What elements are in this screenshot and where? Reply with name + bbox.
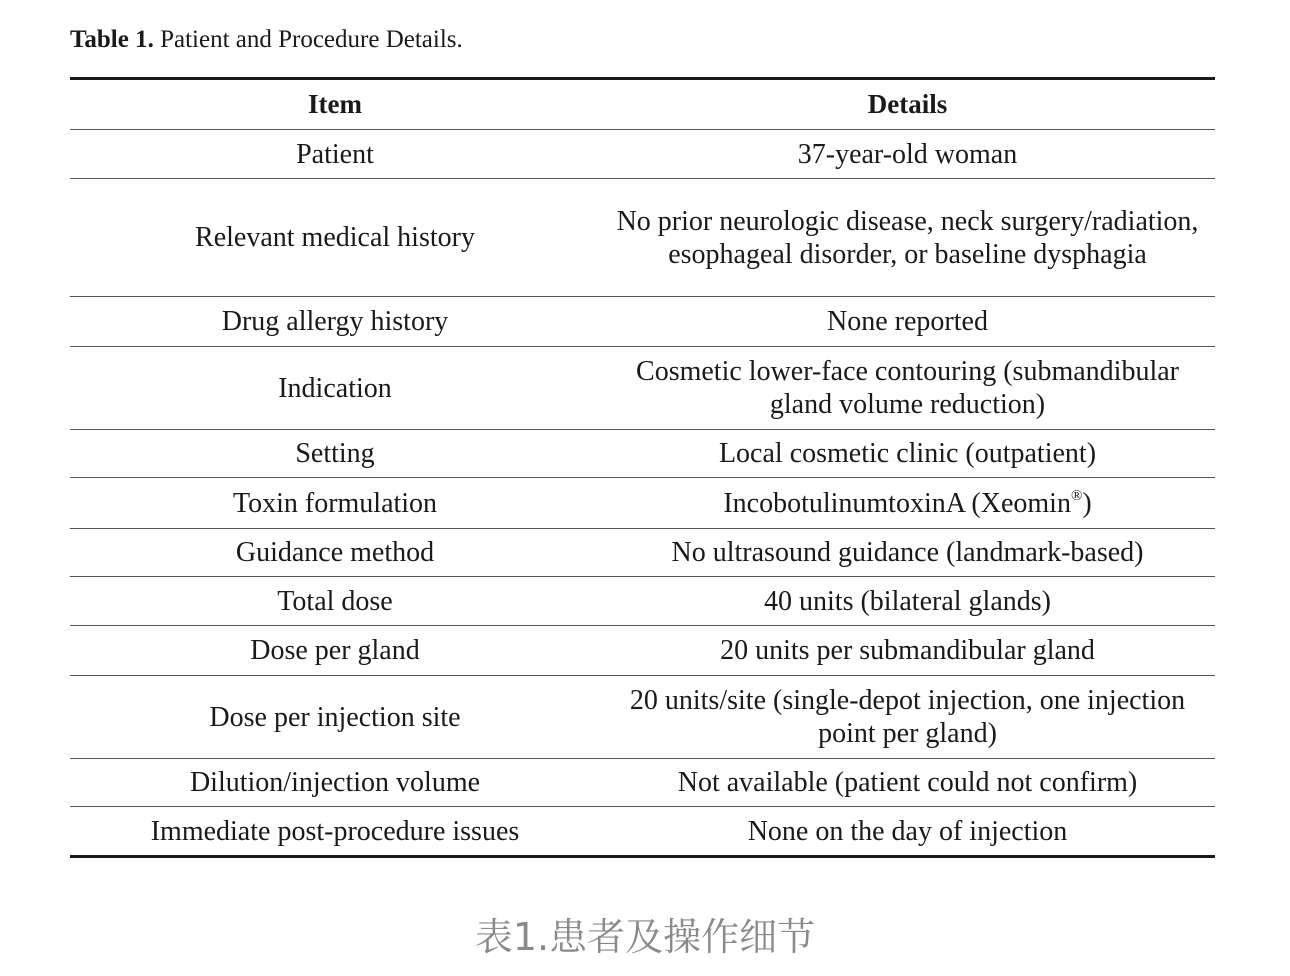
row-details: Not available (patient could not confirm): [677, 767, 1138, 798]
row-item: Total dose: [277, 585, 393, 617]
table-row: [70, 430, 1215, 478]
row-details-tail: ): [1082, 487, 1092, 519]
row-details: [600, 478, 1215, 529]
table-caption-title: Patient and Procedure Details.: [160, 26, 463, 53]
row-item: Guidance method: [235, 537, 435, 568]
table-header-row: [70, 79, 1215, 130]
table-row: [70, 347, 1215, 430]
row-details: 40 units (bilateral glands): [764, 585, 1051, 617]
table-row: [70, 297, 1215, 347]
row-item: Indication: [278, 372, 392, 404]
row-item: Relevant medical history: [195, 222, 475, 253]
table-row: [70, 130, 1215, 179]
row-item: Dilution/injection volume: [189, 767, 481, 798]
row-details: No prior neurologic disease, neck surgery/radiation, esophageal disorder, or baseline dysphagia: [616, 205, 1199, 270]
row-details: 37-year-old woman: [797, 138, 1018, 170]
row-details: 20 units per submandibular gland: [720, 635, 1095, 666]
table-row: [70, 759, 1215, 807]
row-details: No ultrasound guidance (landmark-based): [671, 537, 1144, 568]
table-row: [70, 179, 1215, 297]
table-row: [70, 529, 1215, 577]
row-details: None reported: [827, 306, 988, 337]
table-row: [70, 807, 1215, 857]
row-item: Dose per injection site: [209, 701, 461, 733]
table-caption: [70, 26, 463, 54]
registered-mark: ®: [1070, 487, 1083, 504]
row-item: Immediate post-procedure issues: [150, 815, 520, 847]
table-row: [70, 478, 1215, 529]
row-details: None on the day of injection: [747, 815, 1068, 847]
row-details: Local cosmetic clinic (outpatient): [718, 438, 1097, 469]
table-caption-label: Table 1.: [70, 26, 154, 53]
table-row: [70, 626, 1215, 676]
row-details-text: IncobotulinumtoxinA (Xeomin: [723, 487, 1071, 519]
row-item: Setting: [295, 438, 375, 469]
row-item: Patient: [296, 138, 374, 170]
patient-details-table: [70, 77, 1215, 858]
translated-caption: 表1.患者及操作细节: [474, 915, 816, 959]
row-item: Toxin formulation: [232, 487, 438, 519]
row-item: Dose per gland: [250, 635, 420, 666]
table-row: [70, 577, 1215, 626]
table-row: [70, 676, 1215, 759]
header-item: Item: [308, 89, 362, 119]
row-details: Cosmetic lower-face contouring (submandibular gland volume reduction): [636, 356, 1179, 420]
header-details: Details: [867, 89, 948, 119]
row-details: 20 units/site (single-depot injection, one injection point per gland): [629, 685, 1186, 749]
row-item: Drug allergy history: [221, 306, 449, 337]
